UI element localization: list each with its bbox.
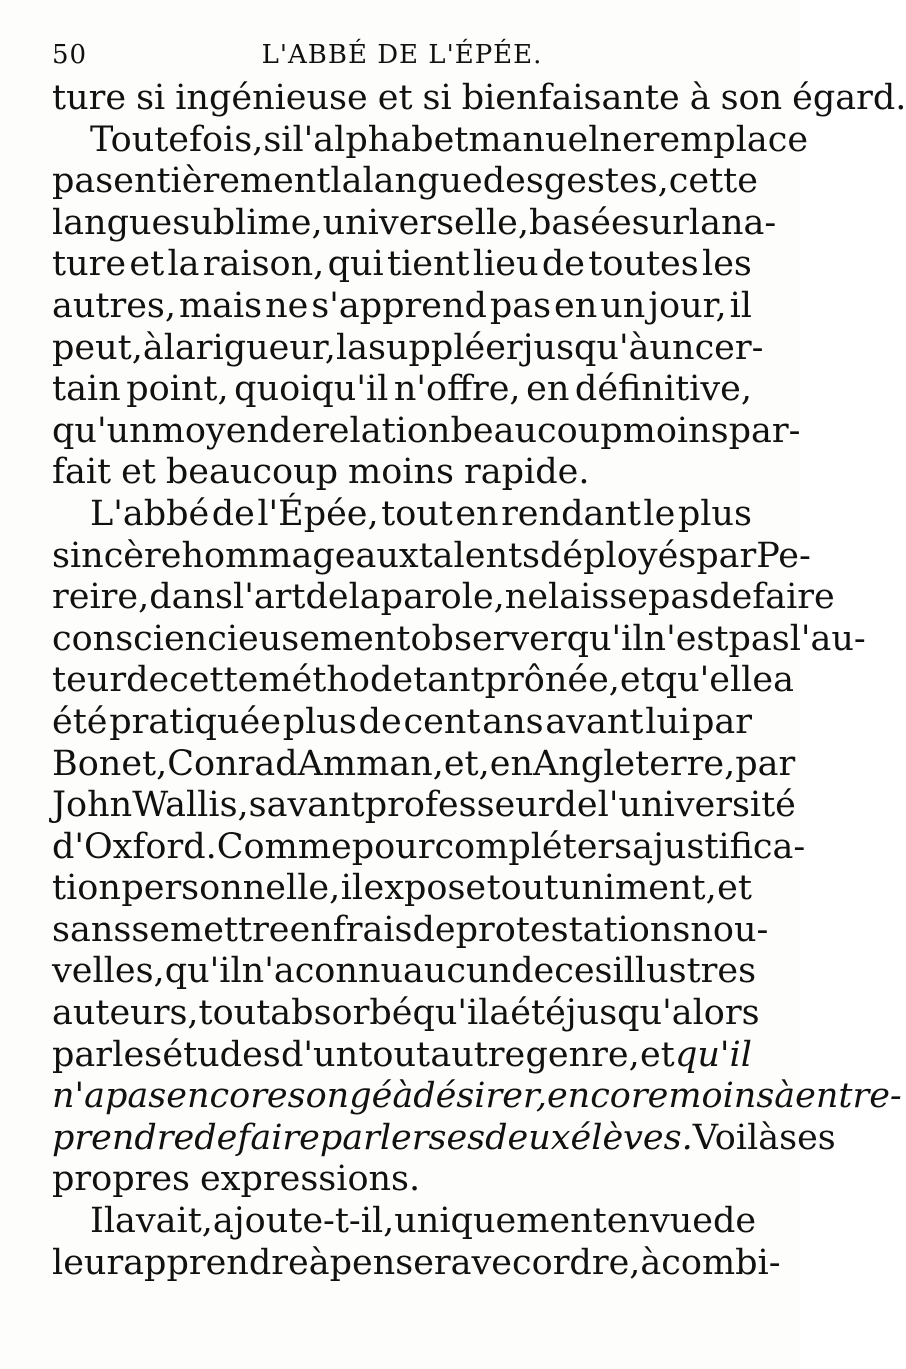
word: à	[142, 327, 164, 368]
word: moins	[622, 410, 729, 451]
word: Amman,	[297, 743, 444, 784]
body-text	[52, 78, 906, 1284]
word: hommage	[181, 535, 356, 576]
word: la	[330, 161, 363, 202]
word: méthode	[258, 660, 414, 701]
italic-word: de	[194, 1117, 238, 1158]
word: Il	[90, 1201, 116, 1242]
word: s'apprend	[311, 285, 487, 326]
word: dans	[149, 577, 233, 618]
word: tant	[413, 660, 485, 701]
word: d'un	[281, 1034, 359, 1075]
word: na-	[720, 202, 777, 243]
word: des	[482, 161, 544, 202]
word: à	[640, 1242, 662, 1283]
word: qu'un	[52, 410, 152, 451]
word: toutes	[588, 244, 699, 285]
word: le	[643, 493, 676, 534]
text-line	[52, 660, 794, 702]
word: uniment,	[558, 868, 717, 909]
word: à	[308, 1242, 330, 1283]
text-line	[52, 161, 758, 203]
word: tain	[52, 369, 121, 410]
word: égard.	[792, 78, 906, 118]
word: de	[511, 951, 555, 992]
word: qu'elle	[654, 660, 774, 701]
word: pas	[728, 618, 790, 659]
italic-word: parler	[319, 1117, 429, 1158]
word: été	[52, 701, 108, 742]
word: en	[554, 285, 598, 326]
word: par-	[728, 410, 801, 451]
word: ajoute-t-il,	[212, 1201, 395, 1242]
word: et,	[443, 743, 490, 784]
word: lieu	[472, 244, 539, 285]
word: ces	[554, 951, 613, 992]
word: avant	[545, 701, 644, 742]
word: n'offre,	[393, 369, 521, 410]
word: bienfaisante	[461, 78, 680, 118]
word: Wallis,	[132, 785, 249, 826]
word: n'est	[643, 618, 729, 659]
word: de	[126, 660, 170, 701]
text-line	[52, 618, 866, 661]
word: l'art	[233, 577, 306, 618]
word: mais	[178, 285, 263, 326]
word: rapide.	[464, 452, 590, 493]
word: prônée,	[484, 660, 620, 701]
word: cette	[668, 161, 758, 202]
word: remplace	[642, 119, 809, 160]
word: ans	[482, 701, 544, 742]
word: ses	[779, 1117, 836, 1158]
word: auteurs,	[52, 993, 199, 1034]
word: et	[129, 244, 165, 285]
word: genre,	[525, 1034, 640, 1075]
text-line	[52, 868, 752, 910]
word: avait,	[115, 1201, 213, 1242]
word: cer-	[694, 327, 764, 368]
word: qu'il	[412, 993, 490, 1034]
word: suppléer	[368, 327, 523, 368]
word: sur	[631, 202, 689, 243]
word: déployés	[540, 535, 697, 576]
text-line	[52, 202, 777, 245]
word: autre	[430, 1034, 526, 1075]
word: relation	[312, 410, 451, 451]
word: de	[358, 701, 402, 742]
text-line	[52, 244, 752, 286]
word: l'alphabet	[292, 119, 469, 160]
word: et	[121, 452, 156, 493]
word: son	[720, 78, 783, 118]
word: sans	[52, 909, 132, 950]
word: Bonet,	[52, 743, 168, 784]
word: qui	[327, 244, 384, 285]
page-number: 50	[52, 40, 88, 70]
word: l'Épée,	[257, 493, 379, 534]
text-line	[52, 909, 769, 952]
word: pas	[647, 577, 710, 618]
word: qu'il	[566, 618, 644, 659]
word: l'université	[597, 785, 796, 826]
word: laisse	[548, 577, 648, 618]
word: de	[709, 577, 753, 618]
word: à	[689, 78, 711, 118]
italic-word: songé	[287, 1076, 393, 1117]
word: justifica-	[652, 826, 806, 867]
word: velles,	[52, 951, 165, 992]
word: ne	[504, 577, 549, 618]
word: et	[619, 660, 655, 701]
word: en	[526, 369, 570, 410]
word: faire	[752, 577, 835, 618]
word: parole,	[380, 577, 505, 618]
word: a	[489, 993, 511, 1034]
italic-word: qu'il	[674, 1034, 752, 1075]
word: Angleterre,	[533, 743, 736, 784]
word: expressions.	[200, 1159, 421, 1200]
word: Toutefois,	[90, 119, 264, 160]
word: tout	[381, 493, 453, 534]
word: a	[773, 660, 794, 701]
text-line	[52, 78, 906, 120]
word: raison,	[202, 244, 325, 285]
text-line	[52, 1201, 757, 1243]
word: jour,	[648, 285, 727, 326]
word: cette	[169, 660, 259, 701]
word: ne	[599, 119, 643, 160]
word: autres,	[52, 285, 177, 326]
italic-word: à	[392, 1076, 414, 1117]
word: et	[377, 78, 413, 118]
word: moyen	[151, 410, 269, 451]
word: pour	[351, 826, 435, 867]
text-line	[52, 1117, 836, 1160]
word: de	[412, 909, 456, 950]
word: tout	[486, 868, 559, 909]
italic-word: élèves.	[570, 1117, 693, 1158]
word: été	[510, 993, 566, 1034]
word: nou-	[690, 909, 769, 950]
italic-word: à	[774, 1076, 796, 1117]
italic-word: deux	[485, 1117, 571, 1158]
word: talents	[418, 535, 541, 576]
text-line	[52, 1159, 752, 1201]
word: si	[136, 78, 166, 118]
italic-word: n'a	[52, 1076, 106, 1117]
word: ne	[265, 285, 309, 326]
italic-word: ses	[428, 1117, 486, 1158]
italic-word: moins	[668, 1076, 775, 1117]
running-title: L'ABBÉ DE L'ÉPÉE.	[261, 40, 543, 70]
word: pas	[489, 285, 552, 326]
word: basée	[529, 202, 632, 243]
word: aux	[355, 535, 419, 576]
word: connu	[294, 951, 403, 992]
word: la	[688, 202, 721, 243]
word: uniquement	[394, 1201, 607, 1242]
word: point,	[126, 369, 229, 410]
word: consciencieusement	[52, 618, 411, 659]
text-line	[52, 286, 752, 328]
word: si	[263, 119, 293, 160]
word: entièrement	[113, 161, 331, 202]
word: par	[691, 701, 752, 742]
word: ordre,	[531, 1242, 641, 1283]
text-line	[52, 702, 752, 744]
text-line	[52, 119, 809, 162]
word: Pe-	[756, 535, 811, 576]
word: la	[167, 244, 200, 285]
text-line	[52, 410, 801, 453]
text-line	[52, 369, 752, 411]
word: la	[335, 327, 368, 368]
word: beaucoup	[450, 410, 623, 451]
word: de	[713, 1201, 757, 1242]
word: un	[600, 285, 646, 326]
word: de	[211, 493, 255, 534]
text-line	[52, 951, 757, 993]
word: il	[729, 285, 752, 326]
word: qu'il	[164, 951, 242, 992]
word: savant	[248, 785, 365, 826]
word: les	[702, 244, 752, 285]
text-line	[52, 494, 752, 536]
word: peut,	[52, 327, 143, 368]
word: jusqu'alors	[565, 993, 760, 1034]
word: ingénieuse	[175, 78, 368, 118]
word: un	[649, 327, 695, 368]
word: langue	[52, 202, 173, 243]
word: n'a	[241, 951, 295, 992]
word: pratiquée	[109, 701, 281, 742]
word: définitive,	[574, 369, 752, 410]
text-line	[52, 327, 764, 370]
word: études	[162, 1034, 281, 1075]
italic-word: désirer,	[413, 1076, 547, 1117]
word: et	[717, 868, 752, 909]
word: manuel	[468, 119, 600, 160]
italic-word: encore	[166, 1076, 288, 1117]
text-line	[52, 993, 760, 1035]
word: combi-	[661, 1242, 781, 1283]
word: sublime,	[172, 202, 323, 243]
word: expose	[363, 868, 487, 909]
word: beaucoup	[165, 452, 339, 493]
text-line	[52, 535, 811, 578]
word: la	[163, 327, 196, 368]
word: par	[52, 1034, 113, 1075]
word: tout	[198, 993, 271, 1034]
italic-word: entre-	[795, 1076, 902, 1117]
word: les	[112, 1034, 163, 1075]
word: en	[489, 743, 534, 784]
word: apprendre	[123, 1242, 309, 1283]
word: et	[639, 1034, 675, 1075]
word: rendant	[501, 493, 641, 534]
text-line	[52, 743, 796, 786]
word: John	[52, 785, 133, 826]
word: rigueur,	[195, 327, 336, 368]
word: L'abbé	[90, 493, 210, 534]
word: il	[340, 868, 364, 909]
word: de	[268, 410, 313, 451]
word: par	[696, 535, 757, 576]
word: teur	[52, 660, 127, 701]
italic-word: encore	[546, 1076, 669, 1117]
word: reire,	[52, 577, 150, 618]
word: penser	[329, 1242, 451, 1283]
word: en	[289, 909, 333, 950]
text-line	[52, 826, 806, 869]
word: Comme	[216, 826, 352, 867]
word: aucun	[403, 951, 512, 992]
word: langue	[362, 161, 483, 202]
word: ture	[52, 78, 127, 118]
word: sa	[614, 826, 653, 867]
word: Voilà	[692, 1117, 780, 1158]
word: cent	[403, 701, 481, 742]
word: Conrad	[167, 743, 298, 784]
word: professeur	[364, 785, 555, 826]
word: tion	[52, 868, 121, 909]
word: de	[541, 244, 585, 285]
word: par	[735, 743, 796, 784]
word: en	[455, 493, 499, 534]
word: jusqu'à	[522, 327, 650, 368]
word: si	[422, 78, 452, 118]
word: moins	[348, 452, 454, 493]
word: l'au-	[789, 618, 866, 659]
word: lui	[645, 701, 691, 742]
word: en	[606, 1201, 650, 1242]
word: vue	[649, 1201, 714, 1242]
word: ture	[52, 244, 127, 285]
running-head	[52, 40, 752, 80]
text-line	[52, 452, 752, 494]
word: tient	[387, 244, 470, 285]
word: personnelle,	[121, 868, 341, 909]
word: fait	[52, 452, 112, 493]
italic-word: prendre	[52, 1117, 195, 1158]
italic-word: pas	[105, 1076, 167, 1117]
word: compléter	[434, 826, 615, 867]
text-line	[52, 1242, 781, 1285]
text-line	[52, 1035, 752, 1077]
italic-word: faire	[237, 1117, 320, 1158]
word: illustres	[612, 951, 757, 992]
word: dela	[305, 577, 381, 618]
word: leur	[52, 1242, 124, 1283]
word: sincère	[52, 535, 182, 576]
word: se	[131, 909, 171, 950]
word: plus	[282, 701, 357, 742]
word: observer	[410, 618, 567, 659]
word: mettre	[170, 909, 290, 950]
text-line	[52, 785, 796, 827]
word: avec	[450, 1242, 532, 1283]
word: de	[554, 785, 598, 826]
word: pas	[52, 161, 114, 202]
word: universelle,	[322, 202, 529, 243]
word: plus	[677, 493, 752, 534]
word: propres	[52, 1159, 191, 1200]
word: absorbé	[270, 993, 413, 1034]
word: tout	[358, 1034, 431, 1075]
text-line	[52, 1076, 902, 1118]
word: quoiqu'il	[234, 369, 389, 410]
text-line	[52, 577, 835, 619]
word: protestations	[455, 909, 691, 950]
word: gestes,	[543, 161, 669, 202]
word: frais	[332, 909, 413, 950]
word: d'Oxford.	[52, 826, 217, 867]
